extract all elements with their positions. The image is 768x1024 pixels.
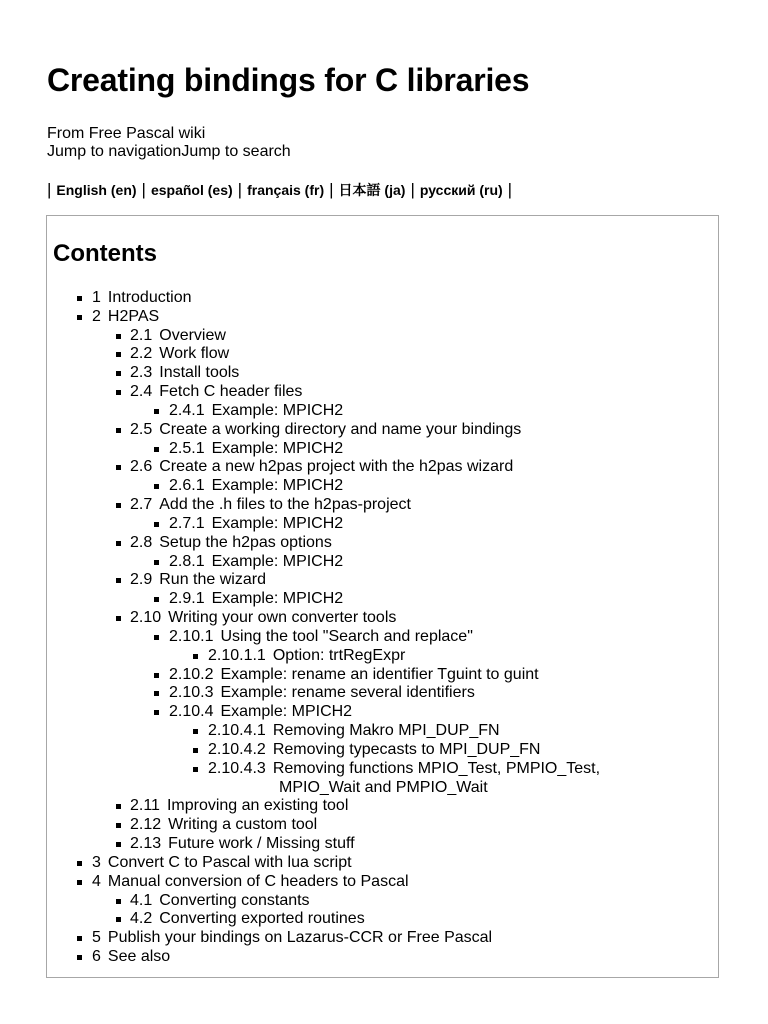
bullet-icon: [116, 371, 121, 376]
toc-item[interactable]: [47, 684, 600, 703]
toc-item[interactable]: [47, 910, 600, 929]
toc-item[interactable]: [47, 590, 600, 609]
toc-number: 2.8.1: [169, 552, 205, 570]
toc-item[interactable]: [47, 477, 600, 496]
toc-text: Example: MPICH2: [211, 439, 344, 457]
toc-text: Example: MPICH2: [211, 401, 344, 419]
bullet-icon: [116, 428, 121, 433]
language-link-es[interactable]: español (es): [150, 182, 233, 198]
toc-item[interactable]: [47, 327, 600, 346]
toc-item[interactable]: [47, 722, 600, 741]
toc-item[interactable]: [47, 948, 600, 967]
toc-item[interactable]: [47, 666, 600, 685]
bullet-icon: [116, 804, 121, 809]
toc-item[interactable]: [47, 496, 600, 515]
bullet-icon: [77, 955, 82, 960]
bullet-icon: [77, 880, 82, 885]
bullet-icon: [154, 710, 159, 715]
bullet-icon: [154, 635, 159, 640]
toc-number: 3: [92, 853, 101, 871]
toc-title: Contents: [53, 240, 157, 267]
toc-text: Example: rename several identifiers: [220, 684, 475, 702]
toc-number: 2.3: [130, 364, 153, 382]
toc-text: Manual conversion of C headers to Pascal: [107, 872, 409, 890]
toc-number: 2.7.1: [169, 514, 205, 532]
toc-number: 2.4.1: [169, 401, 205, 419]
toc-number: 2.2: [130, 345, 153, 363]
bullet-icon: [154, 597, 159, 602]
toc-item[interactable]: [47, 647, 600, 666]
toc-item[interactable]: [47, 741, 600, 760]
toc-number: 2.7: [130, 496, 153, 514]
toc-text: Add the .h files to the h2pas-project: [159, 496, 411, 514]
language-separator: |: [47, 180, 52, 199]
bullet-icon: [116, 334, 121, 339]
toc-item[interactable]: [47, 703, 600, 722]
bullet-icon: [77, 936, 82, 941]
toc-number: 2.13: [130, 835, 162, 853]
toc-number: 2.6.1: [169, 477, 205, 495]
toc-number: 2.10.2: [169, 665, 214, 683]
toc-text: Create a new h2pas project with the h2pas wizard: [159, 458, 514, 476]
toc-item[interactable]: [47, 609, 600, 628]
toc-text: Converting constants: [159, 891, 310, 909]
toc-number: 2.10: [130, 609, 162, 627]
language-separator: |: [141, 180, 146, 199]
language-separator: |: [507, 180, 513, 199]
bullet-icon: [116, 578, 121, 583]
toc-number: 2.10.1: [169, 627, 214, 645]
toc-text: Writing a custom tool: [168, 816, 318, 834]
language-separator: |: [410, 180, 415, 199]
toc-text: Option: trtRegExpr: [272, 646, 406, 664]
toc-number: 2.10.4: [169, 703, 214, 721]
toc-text: Work flow: [159, 345, 230, 363]
toc-number: 2: [92, 307, 101, 325]
toc-text: Converting exported routines: [159, 910, 365, 928]
toc-text: Install tools: [159, 364, 240, 382]
toc-text: Publish your bindings on Lazarus-CCR or Free Pascal: [107, 929, 493, 947]
toc-text: Example: MPICH2: [211, 477, 344, 495]
bullet-icon: [154, 522, 159, 527]
toc-number: 2.9.1: [169, 590, 205, 608]
toc-text: Fetch C header files: [159, 383, 303, 401]
toc-item[interactable]: [47, 364, 600, 383]
bullet-icon: [193, 767, 198, 772]
toc-item[interactable]: [47, 816, 600, 835]
toc-text: Example: rename an identifier Tguint to guint: [220, 665, 539, 683]
toc-number: 2.5.1: [169, 439, 205, 457]
toc-item[interactable]: [47, 383, 600, 402]
toc-text: Removing functions MPIO_Test, PMPIO_Test,: [272, 759, 601, 777]
bullet-icon: [116, 465, 121, 470]
bullet-icon: [116, 541, 121, 546]
bullet-icon: [116, 842, 121, 847]
table-of-contents: [46, 215, 719, 978]
toc-number: 2.10.4.3: [208, 759, 266, 777]
toc-number: 2.10.4.1: [208, 722, 266, 740]
toc-number: 2.9: [130, 571, 153, 589]
bullet-icon: [116, 823, 121, 828]
toc-number: 4: [92, 872, 101, 890]
toc-item[interactable]: [47, 345, 600, 364]
bullet-icon: [116, 899, 121, 904]
bullet-icon: [154, 673, 159, 678]
toc-text-continuation[interactable]: MPIO_Wait and PMPIO_Wait: [279, 778, 488, 796]
bullet-icon: [116, 352, 121, 357]
toc-number: 2.1: [130, 326, 153, 344]
bullet-icon: [154, 409, 159, 414]
toc-list: [47, 289, 600, 967]
toc-item[interactable]: [47, 892, 600, 911]
toc-item[interactable]: [47, 421, 600, 440]
toc-number: 2.10.3: [169, 684, 214, 702]
toc-text: Overview: [159, 326, 226, 344]
language-separator: |: [237, 180, 243, 199]
toc-item[interactable]: [47, 797, 600, 816]
jump-links: [47, 143, 291, 161]
toc-number: 2.8: [130, 533, 153, 551]
bullet-icon: [116, 917, 121, 922]
bullet-icon: [154, 447, 159, 452]
toc-item[interactable]: [47, 760, 600, 779]
toc-number: 2.10.4.2: [208, 740, 266, 758]
bullet-icon: [77, 296, 82, 301]
toc-text: Setup the h2pas options: [159, 533, 332, 551]
bullet-icon: [116, 616, 121, 621]
jump-to-navigation-link[interactable]: Jump to navigation: [47, 143, 182, 160]
page-title: Creating bindings for C libraries: [47, 62, 530, 98]
toc-item[interactable]: [47, 458, 600, 477]
toc-text: Example: MPICH2: [211, 552, 344, 570]
language-link-en[interactable]: English (en): [56, 182, 137, 198]
toc-number: 1: [92, 289, 101, 306]
toc-number: 5: [92, 929, 101, 947]
toc-number: 2.6: [130, 458, 153, 476]
toc-text: Improving an existing tool: [166, 797, 349, 815]
toc-text: Example: MPICH2: [220, 703, 353, 721]
toc-number: 4.1: [130, 891, 153, 909]
bullet-icon: [154, 560, 159, 565]
toc-text: Using the tool "Search and replace": [220, 627, 473, 645]
language-bar: [47, 180, 517, 200]
toc-text: Example: MPICH2: [211, 590, 344, 608]
toc-text: Introduction: [107, 289, 192, 306]
toc-item[interactable]: [47, 402, 600, 421]
toc-text: Example: MPICH2: [211, 514, 344, 532]
toc-number: 2.11: [130, 797, 160, 815]
toc-item[interactable]: [47, 534, 600, 553]
bullet-icon: [77, 861, 82, 866]
toc-text: H2PAS: [107, 307, 160, 325]
toc-text: Run the wizard: [159, 571, 266, 589]
toc-text: Convert C to Pascal with lua script: [107, 853, 352, 871]
language-link-ru[interactable]: русский (ru): [419, 182, 503, 198]
toc-text: Removing typecasts to MPI_DUP_FN: [272, 740, 541, 758]
toc-number: 6: [92, 947, 101, 965]
bullet-icon: [116, 390, 121, 395]
toc-item[interactable]: [47, 571, 600, 590]
bullet-icon: [193, 729, 198, 734]
toc-number: 2.4: [130, 383, 153, 401]
bullet-icon: [116, 503, 121, 508]
toc-item[interactable]: [47, 308, 600, 327]
toc-number: 2.12: [130, 816, 162, 834]
language-link-ja[interactable]: 日本語 (ja): [338, 182, 406, 198]
toc-text: Writing your own converter tools: [168, 609, 397, 627]
toc-item[interactable]: [47, 873, 600, 892]
bullet-icon: [193, 654, 198, 659]
toc-number: 4.2: [130, 910, 153, 928]
toc-text: Removing Makro MPI_DUP_FN: [272, 722, 500, 740]
from-line: From Free Pascal wiki: [47, 125, 206, 142]
toc-number: 2.5: [130, 420, 153, 438]
toc-text: Create a working directory and name your bindings: [159, 420, 522, 438]
bullet-icon: [77, 315, 82, 320]
language-separator: |: [329, 180, 334, 199]
toc-item[interactable]: [47, 553, 600, 572]
jump-to-search-link[interactable]: Jump to search: [181, 143, 291, 160]
bullet-icon: [193, 748, 198, 753]
toc-text: See also: [107, 947, 171, 965]
toc-item[interactable]: [47, 628, 600, 647]
toc-item[interactable]: [47, 929, 600, 948]
language-link-fr[interactable]: français (fr): [247, 182, 325, 198]
bullet-icon: [154, 691, 159, 696]
toc-item[interactable]: [47, 440, 600, 459]
toc-item[interactable]: [47, 289, 600, 308]
toc-text: Future work / Missing stuff: [168, 835, 355, 853]
toc-number: 2.10.1.1: [208, 646, 266, 664]
toc-item[interactable]: [47, 854, 600, 873]
toc-item[interactable]: [47, 835, 600, 854]
toc-item[interactable]: [47, 515, 600, 534]
bullet-icon: [154, 484, 159, 489]
